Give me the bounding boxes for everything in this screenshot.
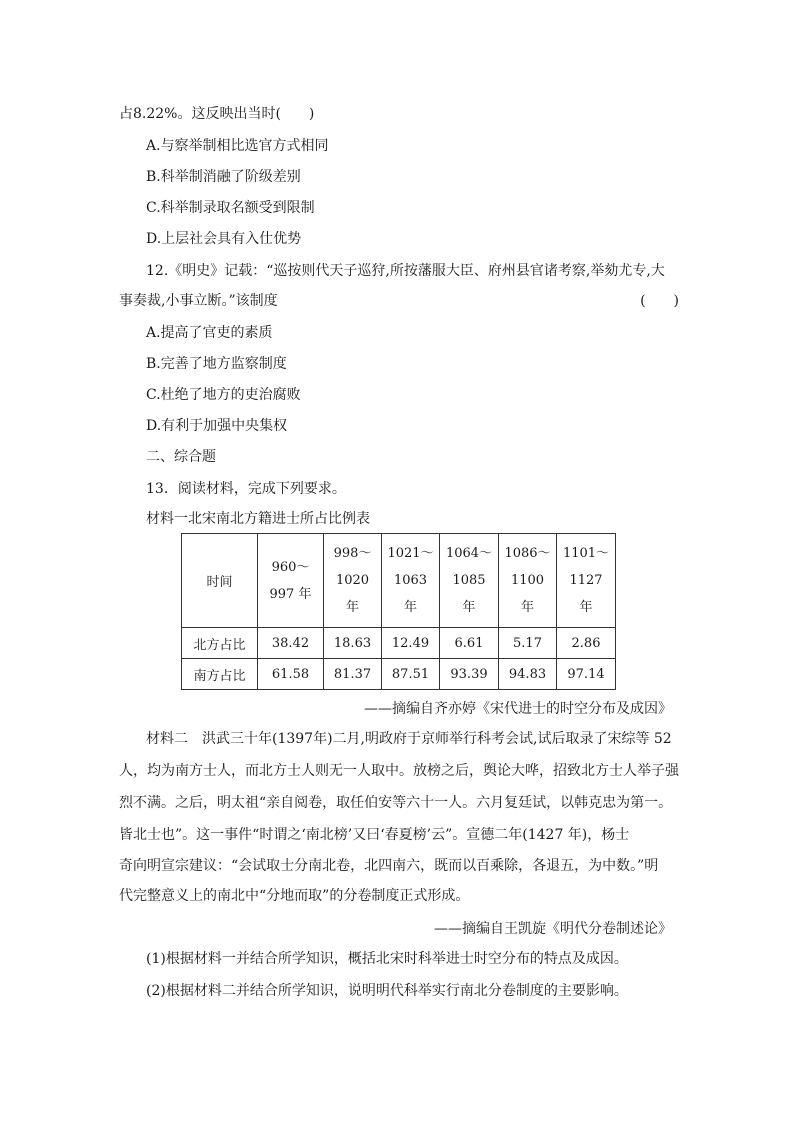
period-line: 1021～ [387, 546, 434, 561]
period-line: 1085 [452, 573, 486, 588]
q12-option-c: C.杜绝了地方的吏治腐败 [146, 387, 301, 403]
period-line: 1063 [393, 573, 428, 588]
table-row-north [182, 628, 616, 659]
q12-option-b: B.完善了地方监察制度 [146, 356, 287, 372]
table-cell: 38.42 [258, 628, 324, 659]
material2-line: 材料二 洪武三十年(1397年)二月,明政府于京师举行科考会试,试后取录了宋综等 52 [146, 731, 672, 747]
table-cell: 81.37 [324, 659, 382, 690]
q11-option-c: C.科举制录取名额受到限制 [146, 200, 315, 216]
table-cell: 87.51 [382, 659, 440, 690]
row-label: 北方占比 [182, 628, 258, 659]
period-cell [440, 534, 499, 628]
section-title: 二、综合题 [146, 449, 216, 465]
period-cell [382, 534, 440, 628]
table-cell: 18.63 [324, 628, 382, 659]
q11-option-d: D.上层社会具有入仕优势 [146, 231, 302, 247]
material1-source: ——摘编自齐亦婷《宋代进士的时空分布及成因》 [364, 701, 672, 717]
period-cell [557, 534, 616, 628]
period-line: 1020 [335, 573, 370, 588]
period-line: 997 年 [269, 586, 312, 602]
q12-option-a: A.提高了官吏的素质 [146, 325, 273, 341]
period-line: 1086～ [504, 546, 551, 561]
table-cell: 5.17 [499, 628, 557, 659]
proportion-table [181, 533, 616, 690]
q12-stem-line1: 12.《明史》记载：“巡按则代天子巡狩,所按藩服大臣、府州县官诸考察,举劾尤专,大 [146, 263, 665, 279]
period-line: 1064～ [445, 546, 493, 561]
sub-question-2: (2)根据材料二并结合所学知识，说明明代科举实行南北分卷制度的主要影响。 [146, 983, 628, 999]
row-label: 南方占比 [182, 659, 258, 690]
period-line: 年 [345, 600, 359, 615]
period-line: 1100 [510, 573, 545, 588]
table-cell: 97.14 [557, 659, 616, 690]
material1-title: 材料一北宋南北方籍进士所占比例表 [146, 511, 370, 527]
period-line: 998～ [333, 546, 372, 561]
q11-option-a: A.与察举制相比选官方式相同 [146, 138, 329, 154]
material2-source: ——摘编自王凯旋《明代分卷制述论》 [434, 921, 672, 937]
table-cell: 6.61 [440, 628, 499, 659]
period-line: 960～ [271, 559, 310, 575]
material2-line: 代完整意义上的南北中“分地而取”的分卷制度正式形成。 [119, 888, 470, 904]
q12-stem-line2: 事奏裁,小事立断。”该制度 [119, 293, 278, 309]
period-line: 年 [462, 600, 476, 615]
table-header-row [182, 534, 616, 628]
table-cell: 94.83 [499, 659, 557, 690]
material2-line: 人，均为南方士人，而北方士人则无一人取中。放榜之后，舆论大哗，招致北方士人举子强 [119, 763, 679, 779]
table-cell: 61.58 [258, 659, 324, 690]
table-header-label: 时间 [182, 534, 258, 628]
period-cell [324, 534, 382, 628]
period-line: 年 [520, 600, 534, 615]
period-line: 年 [403, 600, 417, 615]
q12-stem-line2-row [119, 292, 679, 310]
period-cell [258, 534, 324, 628]
period-cell [499, 534, 557, 628]
table-cell: 12.49 [382, 628, 440, 659]
q13-stem: 13．阅读材料，完成下列要求。 [146, 481, 346, 497]
q11-stem-tail: 占8.22%。这反映出当时( ) [119, 106, 315, 122]
material2-line: 奇向明宣宗建议：“会试取士分南北卷，北四南六，既而以百乘除，各退五，为中数。”明 [119, 858, 659, 874]
table-row-south [182, 659, 616, 690]
q12-answer-blank: ( ) [640, 293, 679, 309]
table-cell: 93.39 [440, 659, 499, 690]
period-line: 1127 [569, 573, 603, 588]
material2-line: 皆北士也”。这一事件“时谓之‘南北榜’又曰‘春夏榜’云”。宣德二年(1427 年)，杨士 [119, 827, 630, 843]
material2-line: 烈不满。之后，明太祖“亲自阅卷，取任伯安等六十一人。六月复廷试，以韩克忠为第一。 [119, 795, 673, 811]
period-line: 1101～ [562, 546, 610, 561]
table-cell: 2.86 [557, 628, 616, 659]
sub-question-1: (1)根据材料一并结合所学知识，概括北宋时科举进士时空分布的特点及成因。 [146, 951, 628, 967]
q11-option-b: B.科举制消融了阶级差别 [146, 169, 301, 185]
q12-option-d: D.有利于加强中央集权 [146, 418, 288, 434]
period-line: 年 [579, 600, 593, 615]
